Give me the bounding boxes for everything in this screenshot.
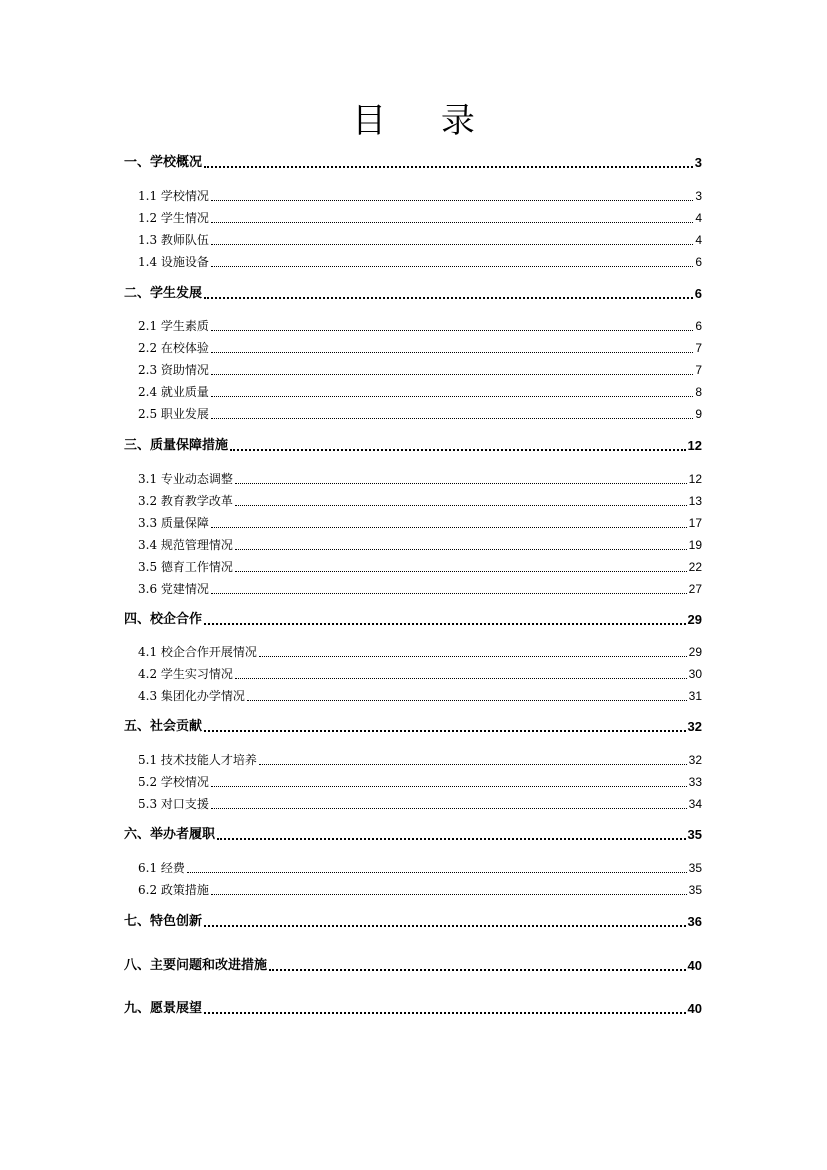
toc-entry-label: 4.2 学生实习情况 bbox=[138, 667, 233, 681]
toc-entry-page-number: 32 bbox=[687, 719, 702, 734]
toc-entry-label: 七、特色创新 bbox=[124, 914, 203, 929]
toc-entry-page-number: 12 bbox=[688, 472, 702, 486]
toc-chapter-entry[interactable] bbox=[124, 154, 702, 172]
toc-entry-label: 3.5 德育工作情况 bbox=[138, 560, 233, 574]
toc-entry-label: 3.4 规范管理情况 bbox=[138, 538, 233, 552]
toc-entry-page-number: 9 bbox=[695, 407, 702, 421]
dot-leader bbox=[211, 396, 693, 397]
dot-leader bbox=[247, 700, 687, 701]
toc-entry-page-number: 4 bbox=[695, 211, 702, 225]
toc-entry-label: 2.1 学生素质 bbox=[138, 319, 209, 333]
toc-section-entry[interactable] bbox=[138, 580, 702, 598]
dot-leader bbox=[211, 527, 687, 528]
toc-entry-page-number: 8 bbox=[695, 385, 702, 399]
toc-entry-label: 四、校企合作 bbox=[124, 612, 203, 627]
dot-leader bbox=[230, 449, 686, 451]
toc-section-entry[interactable] bbox=[138, 665, 702, 683]
toc-entry-page-number: 3 bbox=[694, 155, 702, 170]
toc-chapter-entry[interactable] bbox=[124, 1000, 702, 1018]
toc-chapter-entry[interactable] bbox=[124, 611, 702, 629]
toc-section-entry[interactable] bbox=[138, 536, 702, 554]
toc-entry-page-number: 32 bbox=[688, 753, 702, 767]
dot-leader bbox=[259, 764, 687, 765]
dot-leader bbox=[211, 786, 687, 787]
dot-leader bbox=[204, 166, 693, 168]
dot-leader bbox=[211, 894, 687, 895]
dot-leader bbox=[211, 374, 693, 375]
toc-entry-page-number: 13 bbox=[688, 494, 702, 508]
toc-section-entry[interactable] bbox=[138, 361, 702, 379]
dot-leader bbox=[187, 872, 687, 873]
dot-leader bbox=[217, 838, 686, 840]
toc-section-entry[interactable] bbox=[138, 881, 702, 899]
toc-entry-page-number: 35 bbox=[687, 827, 702, 842]
toc-entry-page-number: 7 bbox=[695, 363, 702, 377]
toc-entry-page-number: 31 bbox=[688, 689, 702, 703]
toc-entry-page-number: 30 bbox=[688, 667, 702, 681]
toc-entry-label: 二、学生发展 bbox=[124, 286, 203, 301]
toc-entry-label: 4.3 集团化办学情况 bbox=[138, 689, 245, 703]
toc-entry-label: 3.1 专业动态调整 bbox=[138, 472, 233, 486]
toc-entry-label: 3.6 党建情况 bbox=[138, 582, 209, 596]
toc-entry-label: 3.3 质量保障 bbox=[138, 516, 209, 530]
toc-section-entry[interactable] bbox=[138, 253, 702, 271]
toc-entry-page-number: 33 bbox=[688, 775, 702, 789]
toc-section-entry[interactable] bbox=[138, 470, 702, 488]
toc-section-entry[interactable] bbox=[138, 859, 702, 877]
toc-entry-page-number: 4 bbox=[695, 233, 702, 247]
dot-leader bbox=[235, 483, 687, 484]
toc-entry-label: 5.2 学校情况 bbox=[138, 775, 209, 789]
dot-leader bbox=[269, 969, 686, 971]
toc-entry-page-number: 27 bbox=[688, 582, 702, 596]
toc-chapter-entry[interactable] bbox=[124, 826, 702, 844]
toc-section-entry[interactable] bbox=[138, 773, 702, 791]
toc-entry-page-number: 35 bbox=[688, 883, 702, 897]
toc-section-entry[interactable] bbox=[138, 317, 702, 335]
toc-entry-page-number: 6 bbox=[695, 255, 702, 269]
page-title: 目 录 bbox=[352, 101, 497, 141]
toc-section-entry[interactable] bbox=[138, 795, 702, 813]
toc-entry-page-number: 36 bbox=[687, 914, 702, 929]
toc-entry-label: 1.1 学校情况 bbox=[138, 189, 209, 203]
toc-entry-label: 2.4 就业质量 bbox=[138, 385, 209, 399]
toc-entry-label: 六、举办者履职 bbox=[124, 827, 216, 842]
toc-entry-page-number: 7 bbox=[695, 341, 702, 355]
toc-entry-page-number: 22 bbox=[688, 560, 702, 574]
toc-entry-label: 2.2 在校体验 bbox=[138, 341, 209, 355]
toc-section-entry[interactable] bbox=[138, 492, 702, 510]
dot-leader bbox=[235, 678, 687, 679]
dot-leader bbox=[211, 330, 693, 331]
toc-entry-label: 五、社会贡献 bbox=[124, 719, 203, 734]
toc-entry-page-number: 6 bbox=[695, 319, 702, 333]
toc-section-entry[interactable] bbox=[138, 187, 702, 205]
toc-chapter-entry[interactable] bbox=[124, 913, 702, 931]
dot-leader bbox=[211, 418, 693, 419]
toc-entry-page-number: 3 bbox=[695, 189, 702, 203]
toc-entry-page-number: 29 bbox=[688, 645, 702, 659]
toc-chapter-entry[interactable] bbox=[124, 718, 702, 736]
toc-section-entry[interactable] bbox=[138, 231, 702, 249]
toc-entry-page-number: 6 bbox=[694, 286, 702, 301]
toc-entry-label: 1.3 教师队伍 bbox=[138, 233, 209, 247]
toc-chapter-entry[interactable] bbox=[124, 437, 702, 455]
toc-entry-label: 5.3 对口支援 bbox=[138, 797, 209, 811]
toc-entry-label: 八、主要问题和改进措施 bbox=[124, 958, 268, 973]
toc-entry-label: 一、学校概况 bbox=[124, 155, 203, 170]
dot-leader bbox=[211, 352, 693, 353]
dot-leader bbox=[204, 925, 686, 927]
dot-leader bbox=[204, 730, 686, 732]
toc-entry-page-number: 29 bbox=[687, 612, 702, 627]
toc-section-entry[interactable] bbox=[138, 643, 702, 661]
toc-chapter-entry[interactable] bbox=[124, 957, 702, 975]
dot-leader bbox=[211, 808, 687, 809]
dot-leader bbox=[211, 593, 687, 594]
toc-chapter-entry[interactable] bbox=[124, 285, 702, 303]
toc-entry-label: 5.1 技术技能人才培养 bbox=[138, 753, 257, 767]
dot-leader bbox=[204, 623, 686, 625]
dot-leader bbox=[211, 222, 693, 223]
dot-leader bbox=[211, 200, 693, 201]
toc-entry-label: 1.4 设施设备 bbox=[138, 255, 209, 269]
toc-entry-page-number: 12 bbox=[687, 438, 702, 453]
toc-entry-label: 6.2 政策措施 bbox=[138, 883, 209, 897]
toc-entry-page-number: 17 bbox=[688, 516, 702, 530]
toc-entry-label: 三、质量保障措施 bbox=[124, 438, 229, 453]
toc-section-entry[interactable] bbox=[138, 514, 702, 532]
toc-section-entry[interactable] bbox=[138, 339, 702, 357]
toc-entry-page-number: 35 bbox=[688, 861, 702, 875]
toc-section-entry[interactable] bbox=[138, 405, 702, 423]
toc-entry-label: 3.2 教育教学改革 bbox=[138, 494, 233, 508]
dot-leader bbox=[235, 571, 687, 572]
toc-section-entry[interactable] bbox=[138, 558, 702, 576]
dot-leader bbox=[235, 505, 687, 506]
dot-leader bbox=[259, 656, 687, 657]
dot-leader bbox=[204, 1012, 686, 1014]
toc-section-entry[interactable] bbox=[138, 751, 702, 769]
toc-entry-label: 九、愿景展望 bbox=[124, 1001, 203, 1016]
dot-leader bbox=[211, 244, 693, 245]
toc-entry-label: 2.3 资助情况 bbox=[138, 363, 209, 377]
toc-entry-label: 2.5 职业发展 bbox=[138, 407, 209, 421]
toc-entry-label: 4.1 校企合作开展情况 bbox=[138, 645, 257, 659]
toc-entry-page-number: 40 bbox=[687, 1001, 702, 1016]
toc-section-entry[interactable] bbox=[138, 209, 702, 227]
toc-entry-page-number: 19 bbox=[688, 538, 702, 552]
toc-entry-label: 6.1 经费 bbox=[138, 861, 185, 875]
dot-leader bbox=[211, 266, 693, 267]
toc-entry-page-number: 34 bbox=[688, 797, 702, 811]
toc-section-entry[interactable] bbox=[138, 687, 702, 705]
dot-leader bbox=[204, 297, 693, 299]
dot-leader bbox=[235, 549, 687, 550]
toc-entry-label: 1.2 学生情况 bbox=[138, 211, 209, 225]
toc-section-entry[interactable] bbox=[138, 383, 702, 401]
toc-entry-page-number: 40 bbox=[687, 958, 702, 973]
